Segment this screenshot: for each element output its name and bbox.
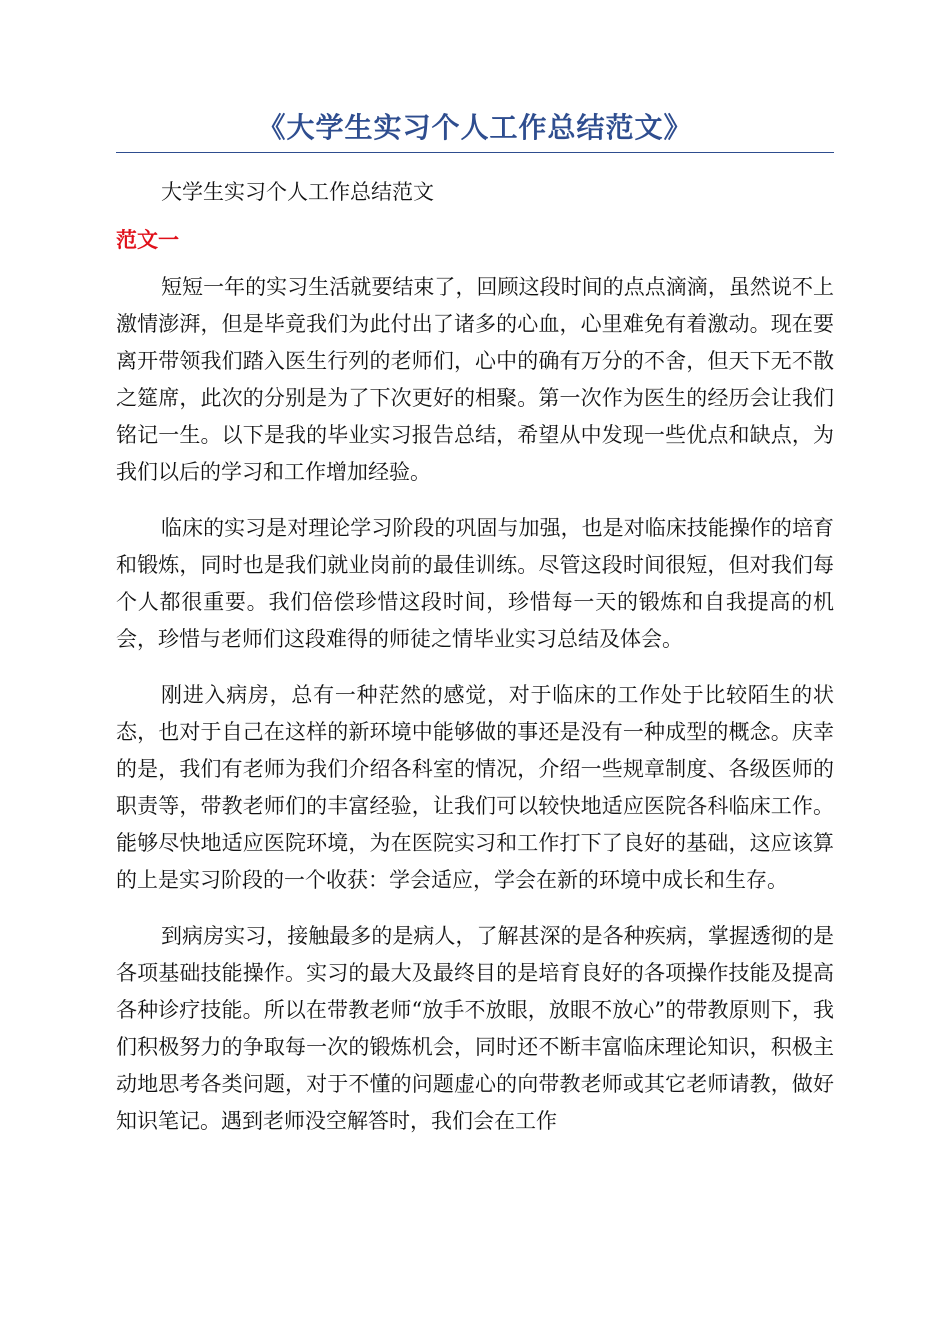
document-subtitle: 大学生实习个人工作总结范文 <box>161 180 434 204</box>
section-heading: 范文一 <box>116 228 179 252</box>
paragraph-2: 临床的实习是对理论学习阶段的巩固与加强，也是对临床技能操作的培育和锻炼，同时也是我们就业岗前的最佳训练。尽管这段时间很短，但对我们每个人都很重要。我们倍偿珍惜这段时间，珍惜每一天的锻炼和自我提高的机会，珍惜与老师们这段难得的师徒之情毕业实习总结及体会。 <box>116 516 834 651</box>
paragraph-4: 到病房实习，接触最多的是病人，了解甚深的是各种疾病，掌握透彻的是各项基础技能操作。实习的最大及最终目的是培育良好的各项操作技能及提高各种诊疗技能。所以在带教老师“放手不放眼，放眼不放心”的带教原则下，我们积极努力的争取每一次的锻炼机会，同时还不断丰富临床理论知识，积极主动地思考各类问题，对于不懂的问题虚心的向带教老师或其它老师请教，做好知识笔记。遇到老师没空解答时，我们会在工作 <box>116 924 834 1133</box>
paragraph-1: 短短一年的实习生活就要结束了，回顾这段时间的点点滴滴，虽然说不上激情澎湃，但是毕竟我们为此付出了诸多的心血，心里难免有着激动。现在要离开带领我们踏入医生行列的老师们，心中的确有万分的不舍，但天下无不散之筵席，此次的分别是为了下次更好的相聚。第一次作为医生的经历会让我们铭记一生。以下是我的毕业实习报告总结，希望从中发现一些优点和缺点，为我们以后的学习和工作增加经验。 <box>116 275 834 484</box>
document-title: 《大学生实习个人工作总结范文》 <box>116 108 834 153</box>
paragraph-3: 刚进入病房，总有一种茫然的感觉，对于临床的工作处于比较陌生的状态，也对于自己在这样的新环境中能够做的事还是没有一种成型的概念。庆幸的是，我们有老师为我们介绍各科室的情况，介绍一些规章制度、各级医师的职责等，带教老师们的丰富经验，让我们可以较快地适应医院各科临床工作。能够尽快地适应医院环境，为在医院实习和工作打下了良好的基础，这应该算的上是实习阶段的一个收获：学会适应，学会在新的环境中成长和生存。 <box>116 683 834 892</box>
document-page <box>116 108 834 1140</box>
